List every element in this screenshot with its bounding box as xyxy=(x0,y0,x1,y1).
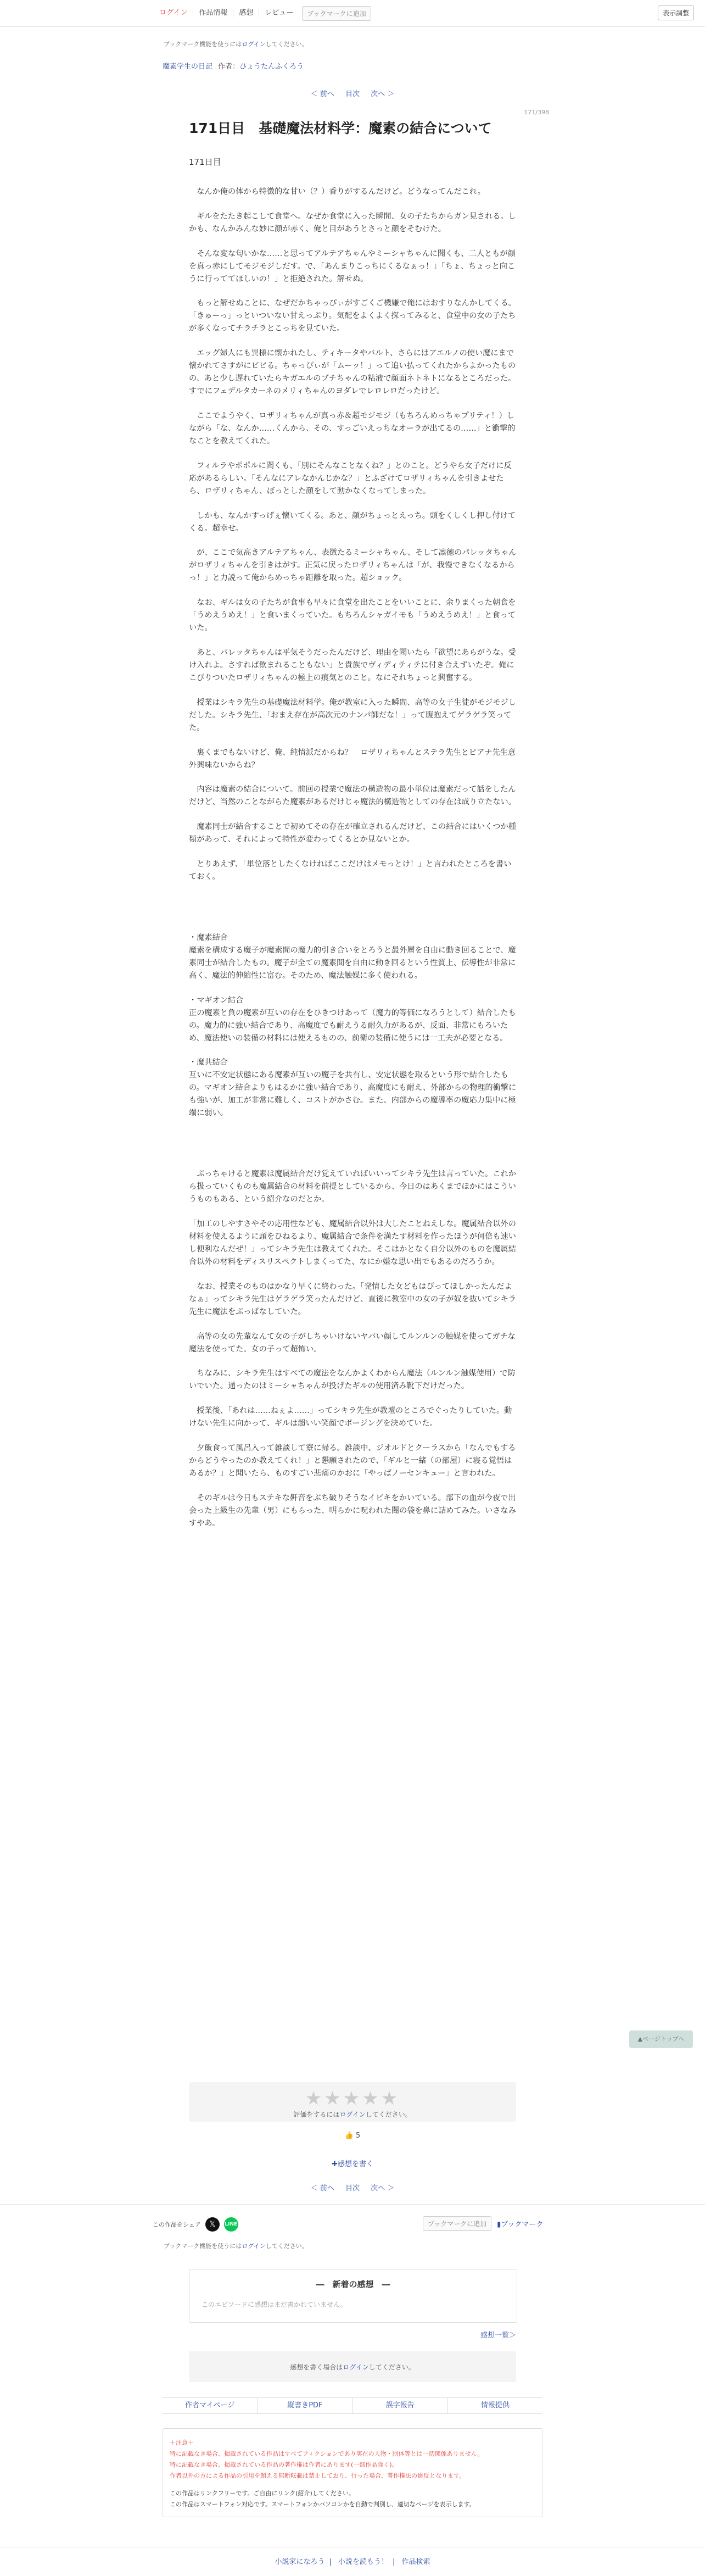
caution-line: 特に記載なき場合、掲載されている作品の著作権は作者にあります(一部作品除く)。 xyxy=(170,2461,398,2468)
write-impression-note xyxy=(189,2351,516,2382)
body-paragraph: ここでようやく、ロザリィちゃんが真っ赤＆超モジモジ（もちろんめっちゃプリティ！）しながら「な、なんか……くんから、その、すっごいえっちなオーラが出てるの……」と衝撃的なことを教えてくれた。 xyxy=(189,411,516,446)
body-paragraph: エッグ婦人にも異様に懐かれたし、ティキータやバルト、さらにはアエルノの使い魔にまで懐かれてさすがにビビる。ちゃっぴぃが「ムーッ！」って追い払ってくれたからよかったものの、あと少し遅れていたらキガエルのブチちゃんの粘液で顔面ネトネトになるところだった。すでにフェデルタカーネのメリィちゃんのヨダレでレロレロだったけど。 xyxy=(189,349,516,396)
body-paragraph: あと、パレッタちゃんは平気そうだったんだけど、理由を聞いたら「欲望にあらがうな。受け入れよ。さすれば飲まれることもない」と貴族でヴィディティテに付き合えずいたぞ。俺にこびりついたロザリィちゃんの極上の痕気とのこと。なにそれちょっと興奮する。 xyxy=(189,648,516,682)
bookmark-login-notice-bottom xyxy=(164,2241,308,2250)
body-paragraph: 授業はシキラ先生の基礎魔法材料学。俺が教室に入った瞬間、高等の女子生徒がモジモジしだした。シキラ先生、「おまえ存在が高次元のナンパ師だな！」って腹抱えてゲラゲラ笑ってた。 xyxy=(189,698,516,732)
like-count: 5 xyxy=(356,2132,361,2140)
notice-login-link[interactable]: ログイン xyxy=(242,41,266,48)
body-paragraph: ・魔素結合 魔素を構成する魔子が魔素間の魔力的引き合いをとろうと最外層を自由に動き回ることで、魔素同士が結合したもの。魔子が全ての魔素間を自由に動き回るという性質上、伝導性が非常に高く、魔法的伸縮性に富む。そのため、魔法触媒に多く使われる。 xyxy=(189,933,516,980)
notice-suffix-bottom: してください。 xyxy=(265,2243,308,2250)
episode-title: 171日目 基礎魔法材料学：魔素の結合について xyxy=(189,120,492,136)
caution-note: この作品はスマートフォン対応です。スマートフォンかパソコンかを自動で判別し、適切なページを表示します。 xyxy=(170,2501,475,2508)
recent-reviews-box xyxy=(189,2269,517,2323)
recent-reviews-heading: ― 新着の感想 ― xyxy=(316,2279,390,2289)
thumbs-up-icon[interactable]: 👍 xyxy=(344,2132,354,2140)
no-reviews-text: このエピソードに感想はまだ書かれていません。 xyxy=(202,2301,347,2308)
footer-links xyxy=(163,2397,542,2414)
pager-top xyxy=(0,88,705,98)
nav-login-link[interactable]: ログイン xyxy=(154,9,193,18)
toc-link-bottom[interactable]: 目次 xyxy=(345,2184,360,2193)
info-provide-link[interactable]: 情報提供 xyxy=(480,2401,510,2410)
caution-line: 特に記載なき場合、掲載されている作品はすべてフィクションであり実在の人物・団体等とは一切関係ありません。 xyxy=(170,2450,484,2457)
body-paragraph: そんな変な匂いかな……と思ってアルテアちゃんやミーシャちゃんに聞くも、二人ともが顔を真っ赤にしてモジモジしだす。で、「あんまりこっちにくるなぁっ！」「ちょ、ちょっと向こうに行っててほしいの！」と拒絶された。解せぬ。 xyxy=(189,249,516,283)
next-link-bottom[interactable]: 次へ ＞ xyxy=(371,2184,395,2193)
bookmark-login-notice xyxy=(164,40,308,48)
body-paragraph: ・魔共結合 互いに不安定状態にある魔素が互いの魔子を共有し、安定状態を取るという形で結合したもの。マギオン結合よりもはるかに強い結合であり、高魔度にも耐え、外部からの物理的衝撃にも強いが、加工が非常に難しく、コストがかさむ。また、内部からの魔導率の魔応力集中に極端に弱い。 xyxy=(189,1058,517,1118)
body-paragraph: なお、授業そのものはかなり早くに終わった。「発情した女どもはぴってほしかったんだよなぁ」ってシキラ先生はゲラゲラ笑ったんだけど、直後に教室中の女の子が奴を抜いてシキラ先生に魔法をぶっぱなしていた。 xyxy=(189,1282,516,1316)
rating-login-link[interactable]: ログイン xyxy=(339,2111,366,2118)
site-link-narou[interactable]: 小説家になろう xyxy=(275,2558,325,2566)
notice-prefix: ブックマーク機能を使うには xyxy=(164,41,242,48)
nav-bookmark-button[interactable]: ブックマークに追加 xyxy=(302,6,371,21)
caution-heading: ＋注意＋ xyxy=(170,2439,194,2446)
body-paragraph: 授業後、「あれは……ねぇよ……」ってシキラ先生が教壇のところでぐったりしていた。動けない先生に向かって、ギルは超いい笑顔でボージングを決めていた。 xyxy=(189,1406,512,1428)
bookmark-link[interactable]: ▮ブックマーク xyxy=(497,2221,544,2229)
paragraph-spacer xyxy=(189,1132,518,1168)
write-review-link[interactable]: ✚感想を書く xyxy=(332,2160,373,2168)
body-paragraph: ちなみに、シキラ先生はすべての魔法をなんかよくわからん魔法（ルンルン触媒使用）で防いでいた。通ったのはミーシャちゃんが投げたギルの使用済み靴下だけだった。 xyxy=(189,1369,516,1391)
body-paragraph: 「加工のしやすさやその応用性なども、魔属結合以外は大したことねえしな。魔属結合以外の材料を使えるように頭をひねるより、魔属結合で条件を満たす材料を作ったほうが何倍も速いし便利なんだぜ！」ってシキラ先生は教えてくれた。そこはかとなく自分以外のものを魔属結合以外の材料をディスリスペクトしまくってた、なにか嫌な思い出でもあるのだろうか。 xyxy=(189,1219,516,1266)
top-nav xyxy=(0,0,705,27)
caution-line: 作者以外の方による作品の引用を超える無断転載は禁止しており、行った場合、著作権法の違反となります。 xyxy=(170,2472,466,2479)
body-paragraph: ・マギオン結合 正の魔素と負の魔素が互いの存在をひきつけあって（魔力的等価になろうとして）結合したもの。魔力的に強い結合であり、高魔度でも耐えうる耐久力があるが、反面、非常にもろいため、魔法使いの装備の材料には使えるものの、前衛の装備に使うには一工夫が必要となる。 xyxy=(189,995,516,1043)
notice-login-link-bottom[interactable]: ログイン xyxy=(242,2243,266,2250)
rating-prefix: 評価をするには xyxy=(293,2111,340,2118)
body-paragraph: 魔素同士が結合することで初めてその存在が確立されるんだけど、この結合にはいくつか種類があって、それによって特性が変わってくるとか見ないとか。 xyxy=(189,822,516,844)
notice-prefix-bottom: ブックマーク機能を使うには xyxy=(164,2243,242,2250)
go-top-button[interactable]: ▲ページトップへ xyxy=(629,2030,693,2048)
vertical-pdf-link[interactable]: 縦書きPDF xyxy=(258,2398,352,2413)
caution-box xyxy=(163,2428,542,2517)
bookmark-area xyxy=(423,2216,543,2231)
site-links: 小説家になろう | 小説を読もう！ | 作品検索 xyxy=(275,2558,430,2566)
author-mypage-link[interactable]: 作者マイページ xyxy=(163,2398,258,2413)
like-counter xyxy=(0,2132,705,2140)
body-paragraph: もっと解せぬことに、なぜだかちゃっぴぃがすごくご機嫌で俺にはおすりなんかしてくる。「きゅーっ」っといついない甘えっぷり。気配をよくよく探ってみると、食堂中の女の子たちが多くなってチラチラとこっちを見ていた。 xyxy=(189,299,516,333)
author-link[interactable]: ひょうたんふくろう xyxy=(239,63,304,71)
line-share-icon[interactable]: LINE xyxy=(224,2217,238,2232)
x-share-icon[interactable]: 𝕏 xyxy=(205,2217,220,2232)
body-paragraph: 内容は魔素の結合について。前回の授業で魔法の構造物の最小単位は魔素だって話をしたんだけど、当然のことながらた魔素があるだけじゃ魔法的構造物としての存在は成り立たない。 xyxy=(189,785,516,807)
share-label: この作品をシェア xyxy=(153,2221,201,2228)
body-paragraph: フィルラやポポルに聞くも、「別にそんなことなくね？」とのこと。どうやら女子だけに反応があるらしい。「そんなにアレなかんじかな？」とふざけてロザリィちゃんを引きよせたら、ロザリィちゃん、ぼっとした顔をして動かなくなってしまった。 xyxy=(189,461,512,496)
rating-suffix: してください。 xyxy=(365,2111,412,2118)
author-label: 作者： xyxy=(218,63,240,71)
share-bar xyxy=(153,2217,238,2232)
episode-subtitle: 171日目 xyxy=(189,157,221,167)
body-paragraph: そのギルは今日もステキな鼾音をぶち破りそうなイビキをかいている。部下の血が今夜で出会った上級生の先輩（男）にもらった、明らかに呪われた闇の袋を鼻に詰めてみた。いさなみすやあ。 xyxy=(189,1493,516,1528)
review-list-link[interactable]: 感想一覧＞ xyxy=(480,2332,516,2340)
site-link-search[interactable]: 作品検索 xyxy=(401,2558,430,2566)
nav-works-link[interactable]: 作品情報 xyxy=(193,9,233,18)
bookmark-add-button[interactable]: ブックマークに追加 xyxy=(423,2216,491,2231)
series-info xyxy=(163,60,307,71)
rating-panel xyxy=(189,2082,516,2122)
body-paragraph: とりあえず、「単位落としたくなければここだけはメモっとけ！」と言われたところを書いておく。 xyxy=(189,859,512,881)
body-paragraph: しかも、なんかすっげぇ懐いてくる。あと、顔がちょっとえっち。頭をくしくし押し付けてくる。超幸せ。 xyxy=(189,511,516,533)
prev-link[interactable]: ＜ 前へ xyxy=(310,90,334,98)
toc-link[interactable]: 目次 xyxy=(345,90,360,98)
site-link-yomou[interactable]: 小説を読もう！ xyxy=(338,2558,388,2566)
body-paragraph: が、ここで気高きアルテアちゃん、表徴たるミーシャちゃん、そして凛徳のパレッタちゃんがロザリィちゃんを引きはがす。正気に戻ったロザリィちゃんは「が、我慢できなくなるからっ！」と力説って俺からめっちゃ距離を取った。超ショック。 xyxy=(189,548,517,583)
notice-suffix: してください。 xyxy=(265,41,308,48)
caution-note: この作品はリンクフリーです。ご自由にリンク(紹介)してください。 xyxy=(170,2490,355,2497)
paragraph-spacer xyxy=(189,895,518,932)
body-paragraph: なお、ギルは女の子たちが食事も早々に食堂を出たことをいいことに、余りまくった朝食を「うめえうめえ！」と食いまくっていた。もちろんシャガイモも「うめえうめえ！」と食っていた。 xyxy=(189,598,516,633)
body-paragraph: ぶっちゃけると魔素は魔属結合だけ覚えていればいいってシキラ先生は言っていた。これから扱っていくものも魔属結合の材料を前提としているから、今日のはあくまでほかにはこういうものもある、という紹介なのだとか。 xyxy=(189,1170,516,1204)
episode-body xyxy=(189,186,518,1542)
rating-login-note xyxy=(189,2110,516,2119)
nav-links xyxy=(154,4,371,22)
body-paragraph: ギルをたたき起こして食堂へ。なぜか食堂に入った瞬間、女の子たちからガン見される。しかも、なんかみんな妙に顔が赤く、俺と目があうとさっと顔をそむけた。 xyxy=(189,212,516,233)
body-paragraph: なんか俺の体から特徴的な甘い（？）香りがするんだけど。どうなってんだこれ。 xyxy=(189,187,485,196)
body-paragraph: 夕飯食って風呂入って雑談して寮に帰る。雑談中、ジオルドとクーラスから「なんでもするからどうやったのか教えてくれ！」と懇願されたので、「ギルと一緒（の部屋）に寝る覚悟はあるか？」と聞いたら、ものすごい悲痛のかおに「やっぱノーセンキュー」と言われた。 xyxy=(189,1443,516,1478)
display-settings-button[interactable]: 表示調整 xyxy=(658,5,694,20)
episode-number: 171/398 xyxy=(524,109,549,116)
next-link[interactable]: 次へ ＞ xyxy=(371,90,395,98)
body-paragraph: 高等の女の先輩なんて女の子がしちゃいけないヤバい顔してルンルンの触媒を使ってガチな魔法を使ってた。女の子って超怖い。 xyxy=(189,1332,516,1354)
caution-spacer xyxy=(170,2482,535,2488)
series-title-link[interactable]: 魔素学生の日記 xyxy=(163,63,213,71)
impression-prefix: 感想を書く場合は xyxy=(290,2363,343,2371)
rating-stars[interactable]: ★★★★★ xyxy=(305,2088,400,2110)
body-paragraph: 裏くまでもないけど、俺、純情派だからね？ ロザリィちゃんとステラ先生とピアナ先生意外興味ないからね？ xyxy=(189,748,516,770)
nav-reviews-link[interactable]: 感想 xyxy=(233,9,259,18)
pager-bottom xyxy=(0,2182,705,2193)
typo-report-link[interactable]: 誤字報告 xyxy=(353,2398,448,2413)
divider xyxy=(0,2204,705,2205)
impression-suffix: してください。 xyxy=(368,2363,415,2371)
prev-link-bottom[interactable]: ＜ 前へ xyxy=(310,2184,334,2193)
nav-recommend-link[interactable]: レビュー xyxy=(265,9,294,17)
impression-login-link[interactable]: ログイン xyxy=(343,2363,369,2371)
